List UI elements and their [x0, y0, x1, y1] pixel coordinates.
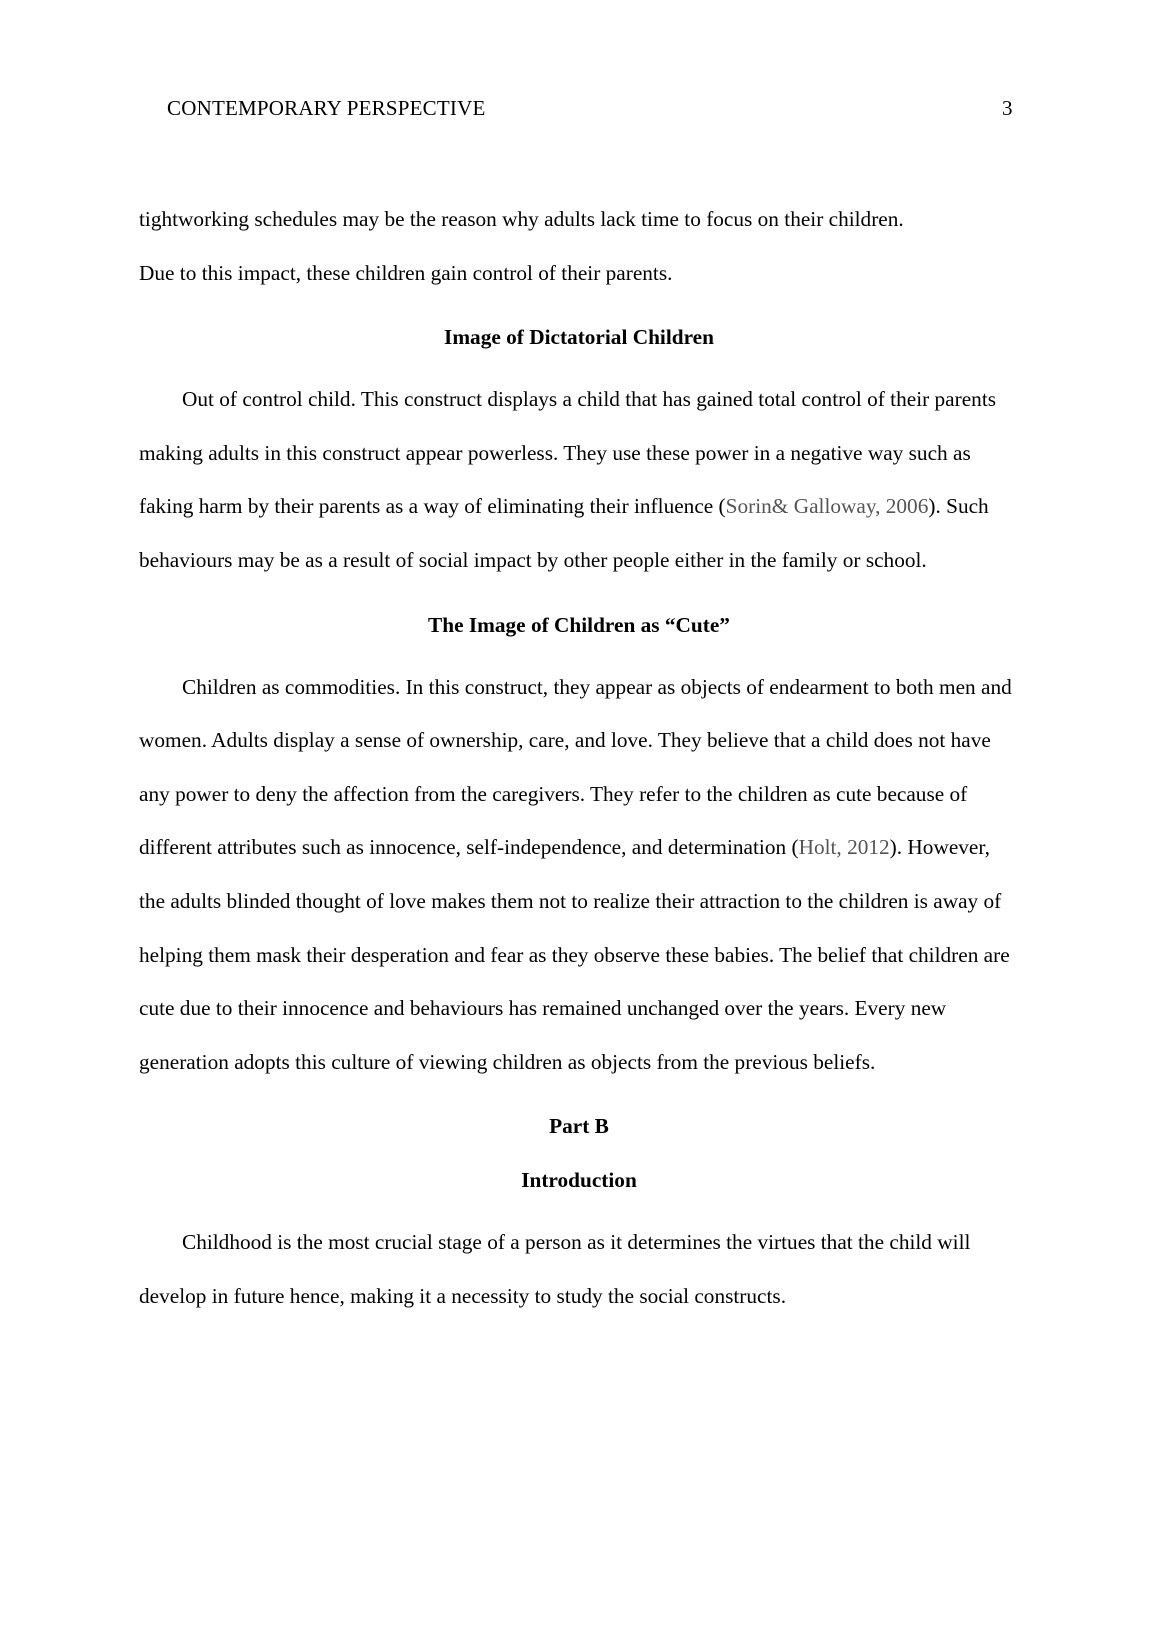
paragraph-introduction: Childhood is the most crucial stage of a person as it determines the virtues that the child will develop in future hence, making it a necessity to study the social constructs.: [139, 1230, 971, 1308]
section-heading-part-b: Part B: [549, 1114, 609, 1139]
citation-sorin-galloway: Sorin& Galloway, 2006: [725, 494, 929, 519]
paragraph-dictatorial: [139, 373, 1019, 587]
document-body: [139, 193, 1019, 1324]
paragraph-text: ). However, the adults blinded thought of love makes them not to realize their attraction to the children is away of helping them mask their desperation and fear as they observe these babies. The belief that children are cute due to their innocence and behaviours has remained unchanged over the years. Every new generation adopts this culture of viewing children as objects from the previous beliefs.: [139, 835, 1010, 1074]
paragraph-cute: [139, 661, 1019, 1090]
continuation-line-1: tightworking schedules may be the reason why adults lack time to focus on their children.: [139, 207, 904, 231]
paragraph-text: Children as commodities. In this construct, they appear as objects of endearment to both men and women. Adults display a sense of ownership, care, and love. They believe that a child does not have any power to deny the affection from the caregivers. They refer to the children as cute because of different attributes such as innocence, self-independence, and determination (: [139, 674, 1012, 860]
section-heading-introduction: Introduction: [521, 1168, 637, 1193]
running-head: CONTEMPORARY PERSPECTIVE: [167, 96, 486, 120]
section-heading-dictatorial: Image of Dictatorial Children: [444, 325, 714, 350]
continuation-line-2: Due to this impact, these children gain control of their parents.: [139, 260, 673, 285]
page-number: 3: [1002, 96, 1013, 120]
paragraph-text: ). Such behaviours may be as a result of social impact by other people either in the family or school.: [139, 494, 989, 572]
section-heading-cute: The Image of Children as “Cute”: [428, 612, 730, 637]
citation-holt: Holt, 2012: [798, 835, 890, 860]
paragraph-text: Out of control child. This construct displays a child that has gained total control of their parents making adults in this construct appear powerless. They use these power in a negative way such as faking harm by their parents as a way of eliminating their influence (: [139, 387, 997, 519]
